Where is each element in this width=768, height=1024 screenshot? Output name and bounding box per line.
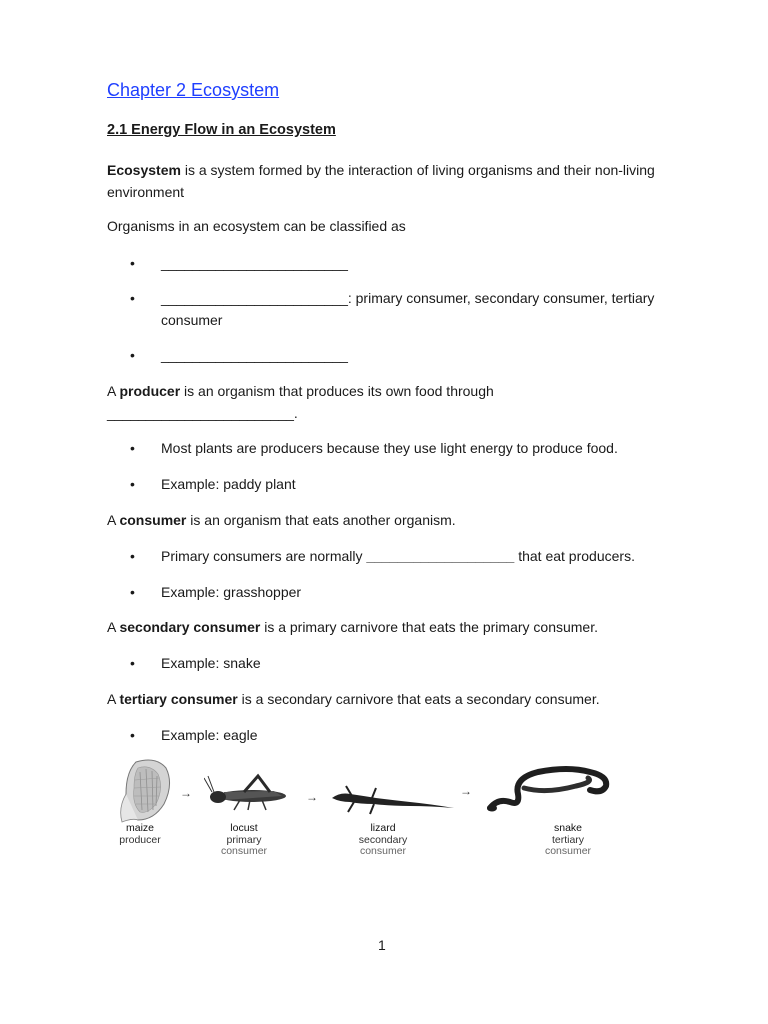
ecosystem-definition-text: is a system formed by the interaction of living organisms and their non-living environment — [107, 162, 655, 200]
organism-name: snake — [553, 822, 583, 834]
list-item — [130, 545, 670, 567]
organism-name: lizard — [370, 822, 396, 834]
ecosystem-definition — [107, 159, 667, 203]
producer-term: producer — [119, 383, 181, 399]
consumer-definition-text: is an organism that eats another organism. — [186, 512, 456, 528]
consumer-term: consumer — [119, 512, 187, 528]
secondary-term: secondary consumer — [119, 619, 261, 635]
consumer-blank: ___________________ — [366, 548, 515, 564]
organism-maize — [90, 822, 190, 846]
chapter-title: Chapter 2 Ecosystem — [107, 80, 280, 100]
bullet-dot: • — [130, 476, 135, 492]
food-chain-figure — [108, 758, 628, 862]
bullet-dot: • — [130, 727, 135, 743]
secondary-prefix: A — [107, 619, 120, 635]
tertiary-consumer-definition — [107, 688, 667, 710]
organism-role: secondary — [358, 834, 408, 846]
secondary-example: Example: snake — [161, 655, 261, 671]
classified-intro: Organisms in an ecosystem can be classified as — [107, 218, 406, 234]
list-item — [130, 252, 670, 274]
organism-snake — [518, 822, 618, 857]
consumer-bullet-after: that eat producers. — [514, 548, 635, 564]
bullet-dot: • — [130, 655, 135, 671]
list-item — [130, 652, 670, 674]
organism-role: primary — [226, 834, 262, 846]
organism-locust — [194, 822, 294, 857]
organism-name: maize — [125, 822, 154, 834]
bullet-dot: • — [130, 440, 135, 456]
list-item — [130, 724, 670, 746]
list-item — [130, 287, 670, 331]
organism-role-line2: consumer — [544, 845, 592, 857]
arrow-icon: → — [306, 790, 318, 804]
bullet-dot: • — [130, 255, 135, 271]
locust-icon — [204, 772, 298, 812]
bullet-dot: • — [130, 347, 135, 363]
producer-definition — [107, 380, 667, 424]
bullet-dot: • — [130, 548, 135, 564]
consumer-definition — [107, 509, 667, 531]
secondary-consumer-definition — [107, 616, 667, 638]
snake-icon — [484, 764, 618, 814]
fill-in-blank: ________________________ — [161, 255, 348, 271]
lizard-icon — [330, 782, 456, 818]
arrow-icon: → — [460, 784, 472, 798]
organism-role-line2: consumer — [359, 845, 407, 857]
ecosystem-term: Ecosystem — [107, 162, 181, 178]
consumer-example: Example: grasshopper — [161, 584, 302, 600]
bullet-dot: • — [130, 584, 135, 600]
consumer-prefix: A — [107, 512, 120, 528]
tertiary-definition-text: is a secondary carnivore that eats a secondary consumer. — [237, 691, 600, 707]
producer-bullet-text: Most plants are producers because they use light energy to produce food. — [161, 440, 618, 456]
list-item — [130, 473, 670, 495]
arrow-icon: → — [180, 786, 192, 800]
page-number: 1 — [378, 937, 386, 953]
fill-in-blank: ________________________: primary consumer, secondary consumer, tertiary consumer — [161, 290, 655, 328]
maize-icon — [116, 758, 178, 824]
tertiary-term: tertiary consumer — [119, 691, 238, 707]
list-item — [130, 437, 670, 459]
organism-role: producer — [119, 834, 161, 846]
consumer-bullet-before: Primary consumers are normally — [161, 548, 367, 564]
producer-example: Example: paddy plant — [161, 476, 296, 492]
bullet-dot: • — [130, 290, 135, 306]
producer-definition-text: is an organism that produces its own food through ________________________. — [107, 383, 494, 421]
list-item — [130, 344, 670, 366]
consumer-bullet-text — [161, 545, 670, 567]
tertiary-prefix: A — [107, 691, 120, 707]
secondary-definition-text: is a primary carnivore that eats the primary consumer. — [260, 619, 598, 635]
list-item — [130, 581, 670, 603]
producer-prefix: A — [107, 383, 120, 399]
fill-in-blank: ________________________ — [161, 347, 348, 363]
section-title: 2.1 Energy Flow in an Ecosystem — [107, 122, 336, 138]
organism-lizard — [333, 822, 433, 857]
tertiary-example: Example: eagle — [161, 727, 258, 743]
organism-name: locust — [230, 822, 258, 834]
organism-role-line2: consumer — [220, 845, 268, 857]
organism-role: tertiary — [551, 834, 585, 846]
